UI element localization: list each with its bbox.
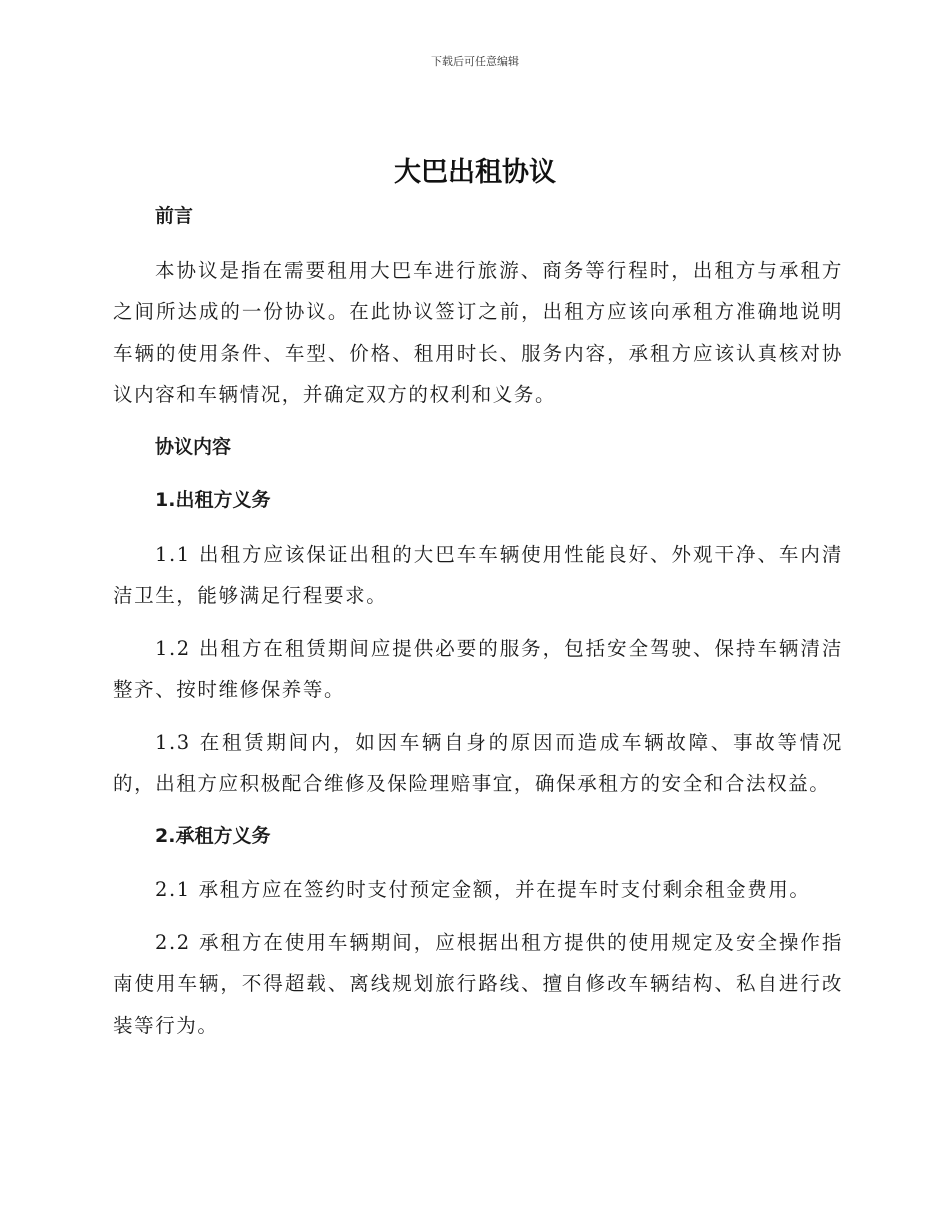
lessor-obligations-heading: 1.出租方义务 (155, 489, 271, 511)
agreement-content-heading: 协议内容 (155, 435, 232, 458)
preface-heading: 前言 (155, 205, 194, 227)
clause-2-2: 2.2 承租方在使用车辆期间，应根据出租方提供的使用规定及安全操作指南使用车辆，不得超载、离线规划旅行路线、擅自修改车辆结构、私自进行改装等行为。 (113, 930, 843, 1037)
clause-1-1: 1.1 出租方应该保证出租的大巴车车辆使用性能良好、外观干净、车内清洁卫生，能够满足行程要求。 (113, 542, 843, 607)
preface-paragraph: 本协议是指在需要租用大巴车进行旅游、商务等行程时，出租方与承租方之间所达成的一份协议。在此协议签订之前，出租方应该向承租方准确地说明车辆的使用条件、车型、价格、租用时长、服务内容，承租方应该认真核对协议内容和车辆情况，并确定双方的权利和义务。 (113, 258, 843, 406)
clause-2-1: 2.1 承租方应在签约时支付预定金额，并在提车时支付剩余租金费用。 (155, 878, 811, 901)
clause-1-2: 1.2 出租方在租赁期间应提供必要的服务，包括安全驾驶、保持车辆清洁整齐、按时维修保养等。 (113, 636, 843, 701)
document-title: 大巴出租协议 (394, 157, 556, 188)
page-header-note: 下载后可任意编辑 (431, 55, 519, 68)
document-body (113, 196, 843, 1057)
lessee-obligations-heading: 2.承租方义务 (155, 824, 271, 847)
clause-1-3: 1.3 在租赁期间内，如因车辆自身的原因而造成车辆故障、事故等情况的，出租方应积极配合维修及保险理赔事宜，确保承租方的安全和合法权益。 (113, 730, 843, 795)
